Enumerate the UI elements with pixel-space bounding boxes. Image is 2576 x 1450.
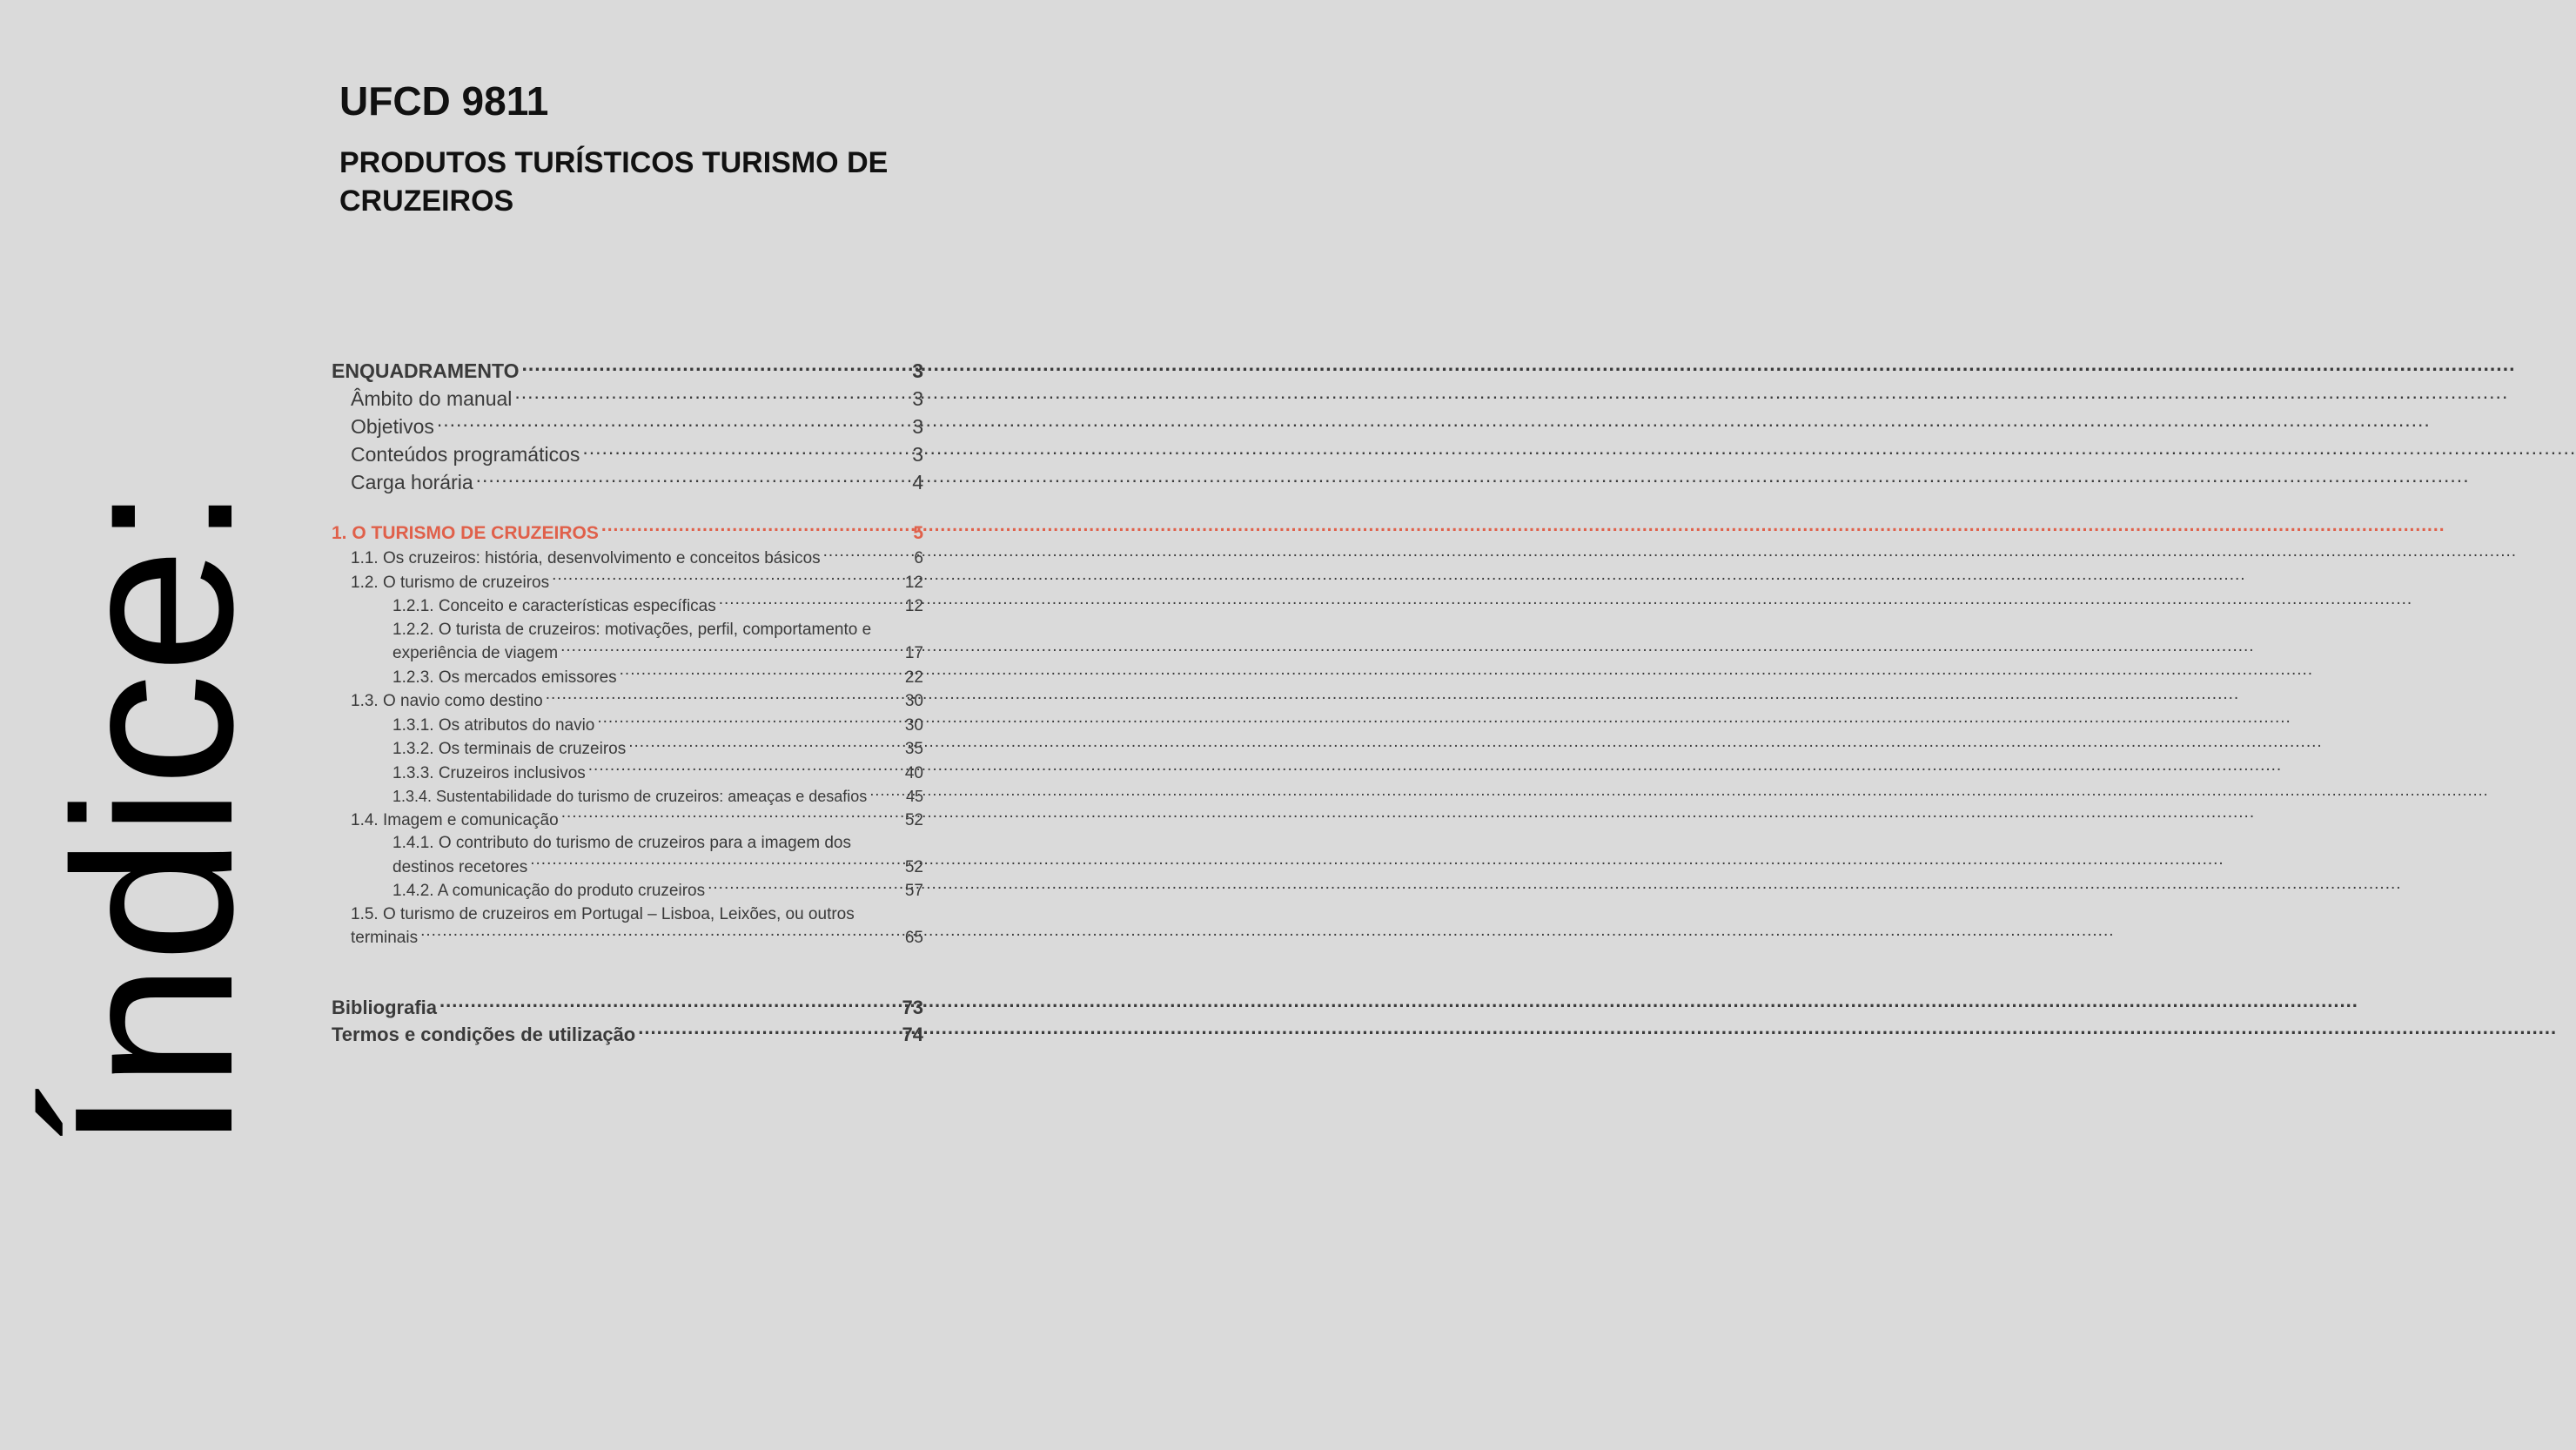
toc-page: 35: [904, 740, 923, 758]
toc-label: 1.2.3. Os mercados emissores: [392, 668, 617, 687]
toc-page: 73: [902, 996, 923, 1018]
toc-page: 74: [902, 1023, 923, 1045]
toc-page: 57: [904, 882, 923, 900]
toc-entry-carga[interactable]: [332, 468, 923, 496]
toc-entry-1-4-2[interactable]: [332, 879, 923, 903]
toc-page: 3: [912, 359, 923, 382]
toc-leader: [708, 879, 902, 896]
toc-leader: [620, 666, 902, 682]
toc-label: 1.3. O navio como destino: [351, 692, 543, 710]
toc-label: terminais: [351, 929, 419, 947]
toc-leader: [546, 689, 902, 706]
toc-leader: [597, 714, 902, 730]
toc-label: Carga horária: [351, 471, 473, 493]
toc-leader: [601, 520, 910, 539]
toc-label: 1.3.2. Os terminais de cruzeiros: [392, 740, 627, 758]
toc-leader: [588, 762, 902, 778]
toc-label: ENQUADRAMENTO: [332, 359, 520, 382]
toc-leader: [582, 441, 909, 461]
toc-label: Âmbito do manual: [351, 387, 513, 410]
toc-entry-1-3-3[interactable]: [332, 762, 923, 786]
toc-entry-1-4[interactable]: [332, 809, 923, 833]
table-of-contents: [332, 357, 923, 1048]
toc-entry-line: [332, 926, 923, 950]
toc-label: 1.1. Os cruzeiros: história, desenvolvimento e conceitos básicos: [351, 549, 821, 567]
toc-leader: [869, 786, 903, 802]
toc-label: 1. O TURISMO DE CRUZEIROS: [332, 523, 599, 543]
toc-label: experiência de viagem: [392, 644, 559, 662]
toc-leader: [530, 856, 902, 872]
toc-label: 1.4.2. A comunicação do produto cruzeiros: [392, 882, 706, 900]
toc-leader: [476, 469, 910, 489]
toc-label: destinos recetores: [392, 857, 528, 876]
toc-label: 1.3.4. Sustentabilidade do turismo de cruzeiros: ameaças e desafios: [392, 788, 868, 805]
toc-page: 12: [904, 597, 923, 615]
index-side-title: [28, 470, 281, 1166]
toc-page: 17: [904, 644, 923, 662]
toc-page: 3: [912, 443, 923, 466]
toc-label: 1.3.3. Cruzeiros inclusivos: [392, 763, 586, 782]
toc-label-line: 1.5. O turismo de cruzeiros em Portugal – Lisboa, Leixões, ou outros: [351, 904, 855, 923]
document-header: [339, 78, 949, 220]
toc-label-line: 1.2.2. O turista de cruzeiros: motivações, perfil, comportamento e: [392, 620, 872, 639]
toc-page: 5: [913, 523, 923, 543]
toc-leader: [439, 995, 900, 1014]
toc-label: 1.3.1. Os atributos do navio: [392, 715, 595, 735]
toc-page: 12: [904, 573, 923, 592]
toc-leader: [552, 571, 902, 587]
toc-leader: [437, 413, 909, 433]
toc-page: 30: [904, 692, 923, 710]
toc-page: 30: [904, 715, 923, 735]
toc-page: 40: [904, 763, 923, 782]
toc-leader: [561, 809, 902, 825]
toc-entry-1-2-1[interactable]: [332, 594, 923, 619]
toc-leader: [719, 594, 902, 611]
toc-label: 1.2. O turismo de cruzeiros: [351, 573, 550, 592]
toc-page: 52: [904, 810, 923, 829]
toc-leader: [420, 926, 902, 943]
course-title: PRODUTOS TURÍSTICOS TURISMO DE CRUZEIROS: [339, 145, 889, 218]
toc-page: 22: [904, 668, 923, 687]
toc-page: 52: [904, 857, 923, 876]
toc-label-line: 1.4.1. O contributo do turismo de cruzeiros para a imagem dos: [392, 834, 851, 852]
toc-entry-termos[interactable]: [332, 1021, 923, 1048]
index-heading: Índice:: [28, 484, 281, 1152]
toc-entry-1-5[interactable]: [332, 903, 923, 950]
toc-leader: [514, 386, 909, 406]
toc-leader: [638, 1022, 899, 1041]
toc-label: 1.4. Imagem e comunicação: [351, 810, 559, 829]
toc-page: 4: [912, 471, 923, 493]
toc-page: 3: [912, 387, 923, 410]
toc-page: 6: [914, 549, 923, 567]
toc-label: Conteúdos programáticos: [351, 443, 580, 466]
toc-page: 45: [905, 788, 923, 805]
toc-label: Termos e condições de utilização: [332, 1023, 636, 1045]
toc-page: 65: [904, 929, 923, 947]
toc-label: Objetivos: [351, 415, 434, 438]
toc-leader: [522, 358, 910, 378]
toc-leader: [560, 641, 902, 658]
course-code: UFCD 9811: [339, 78, 549, 124]
toc-leader: [823, 547, 912, 563]
toc-label: Bibliografia: [332, 996, 438, 1018]
toc-leader: [628, 737, 902, 754]
toc-label: 1.2.1. Conceito e características específicas: [392, 597, 716, 615]
toc-page: 3: [912, 415, 923, 438]
